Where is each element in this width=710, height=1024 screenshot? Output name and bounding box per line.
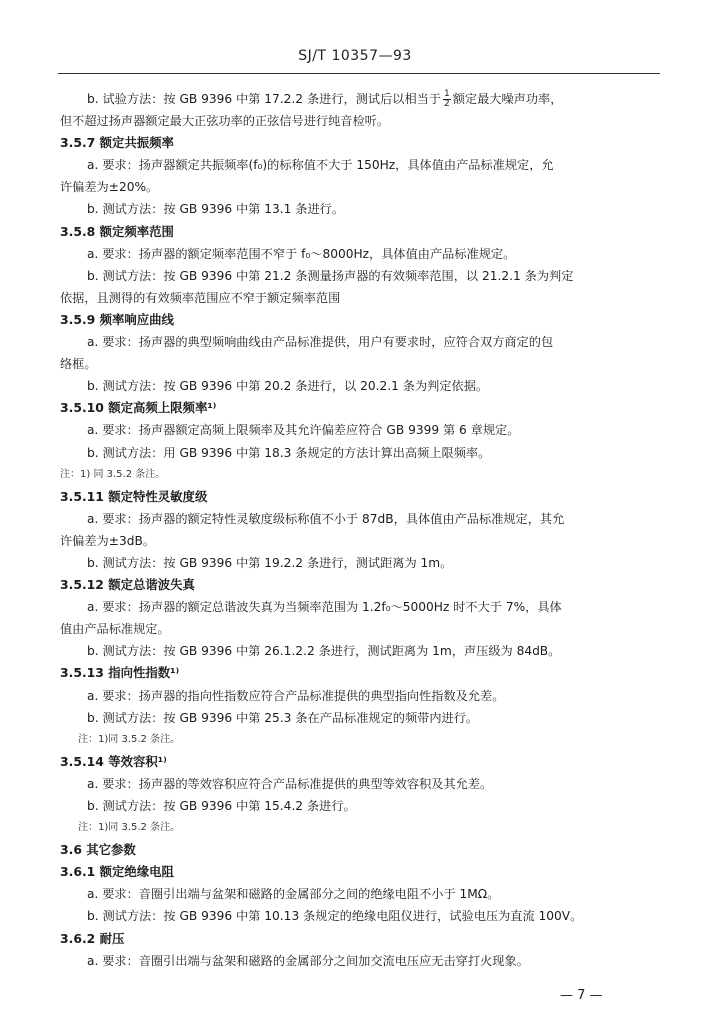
paragraph-line: b. 测试方法：按 GB 9396 中第 15.4.2 条进行。 bbox=[87, 799, 356, 813]
section-heading: 3.5.8 额定频率范围 bbox=[60, 223, 174, 239]
paragraph-line: a. 要求：扬声器的典型频响曲线由产品标准提供，用户有要求时，应符合双方商定的包 bbox=[87, 335, 554, 350]
paragraph-line: a. 要求：扬声器额定高频上限频率及其允许偏差应符合 GB 9399 第 6 章规定。 bbox=[87, 423, 520, 438]
paragraph-line: a. 要求：扬声器的额定特性灵敏度级标称值不小于 87dB，具体值由产品标准规定，其允 bbox=[87, 511, 565, 526]
paragraph-line: b. 测试方法：按 GB 9396 中第 20.2 条进行，以 20.2.1 条为判定依据。 bbox=[87, 379, 489, 394]
paragraph-line: a. 要求：音圈引出端与盆架和磁路的金属部分之间的绝缘电阻不小于 1MΩ。 bbox=[87, 887, 500, 902]
page-number: — 7 — bbox=[560, 988, 603, 1003]
section-heading: 3.5.14 等效容积¹⁾ bbox=[60, 753, 167, 769]
paragraph-line: b. 测试方法：按 GB 9396 中第 19.2.2 条进行，测试距离为 1m。 bbox=[87, 555, 453, 570]
paragraph-line: b. 测试方法：用 GB 9396 中第 18.3 条规定的方法计算出高频上限频率。 bbox=[87, 445, 491, 460]
header-rule bbox=[58, 73, 660, 74]
section-heading: 3.5.12 额定总谐波失真 bbox=[60, 577, 195, 593]
paragraph-line: b. 试验方法：按 GB 9396 中第 17.2.2 条进行，测试后以相当于 $\frac{1}{2}$ 额定最大噪声功率， bbox=[87, 89, 563, 109]
footnote: 注：1) 同 3.5.2 条注。 bbox=[60, 468, 166, 480]
paragraph-line: b. 测试方法：按 GB 9396 中第 21.2 条测量扬声器的有效频率范围，以 21.2.1 条为判定 bbox=[87, 268, 574, 283]
section-heading: 3.6.1 额定绝缘电阻 bbox=[60, 864, 174, 880]
paragraph-line: b. 测试方法：按 GB 9396 中第 26.1.2.2 条进行，测试距离为 1m，声压级为 84dB。 bbox=[87, 644, 561, 659]
paragraph-line: 许偏差为±20%。 bbox=[60, 180, 159, 195]
paragraph-line: 依据，且测得的有效频率范围应不窄于额定频率范围 bbox=[60, 290, 341, 305]
paragraph-line: b. 测试方法：按 GB 9396 中第 10.13 条规定的绝缘电阻仪进行，试验电压为直流 100V。 bbox=[87, 909, 583, 924]
document-body bbox=[60, 88, 658, 972]
section-heading: 3.5.13 指向性指数¹⁾ bbox=[60, 665, 180, 681]
paragraph-line: a. 要求：音圈引出端与盆架和磁路的金属部分之间加交流电压应无击穿打火现象。 bbox=[87, 953, 529, 968]
paragraph-line: a. 要求：扬声器的额定频率范围不窄于 f₀～8000Hz，具体值由产品标准规定。 bbox=[87, 246, 516, 261]
paragraph-line: a. 要求：扬声器的指向性指数应符合产品标准提供的典型指向性指数及允差。 bbox=[87, 688, 505, 703]
paragraph-line: 许偏差为±3dB。 bbox=[60, 533, 156, 548]
section-heading: 3.5.7 额定共振频率 bbox=[60, 135, 174, 151]
section-heading: 3.6 其它参数 bbox=[60, 842, 136, 858]
section-heading: 3.6.2 耐压 bbox=[60, 930, 125, 946]
paragraph-line: b. 测试方法：按 GB 9396 中第 25.3 条在产品标准规定的频带内进行。 bbox=[87, 710, 479, 725]
section-heading: 3.5.9 频率响应曲线 bbox=[60, 311, 174, 327]
paragraph-line: b. 测试方法：按 GB 9396 中第 13.1 条进行。 bbox=[87, 202, 345, 217]
fraction: $\frac{1}{2}$ bbox=[444, 89, 450, 109]
paragraph-line: 但不超过扬声器额定最大正弦功率的正弦信号进行纯音检听。 bbox=[60, 114, 390, 129]
footnote: 注：1)同 3.5.2 条注。 bbox=[78, 733, 181, 745]
section-heading: 3.5.10 额定高频上限频率¹⁾ bbox=[60, 400, 217, 416]
paragraph-line: a. 要求：扬声器的等效容积应符合产品标准提供的典型等效容积及其允差。 bbox=[87, 776, 493, 791]
footnote: 注：1)同 3.5.2 条注。 bbox=[78, 822, 181, 834]
paragraph-line: 络框。 bbox=[60, 357, 97, 372]
document-code-header: SJ/T 10357—93 bbox=[298, 48, 412, 64]
paragraph-line: 值由产品标准规定。 bbox=[60, 622, 170, 637]
paragraph-line: a. 要求：扬声器的额定总谐波失真为当频率范围为 1.2f₀～5000Hz 时不大于 7%，具体 bbox=[87, 600, 562, 615]
section-heading: 3.5.11 额定特性灵敏度级 bbox=[60, 488, 208, 504]
paragraph-line: a. 要求：扬声器额定共振频率(f₀)的标称值不大于 150Hz，具体值由产品标准规定，允 bbox=[87, 158, 554, 173]
